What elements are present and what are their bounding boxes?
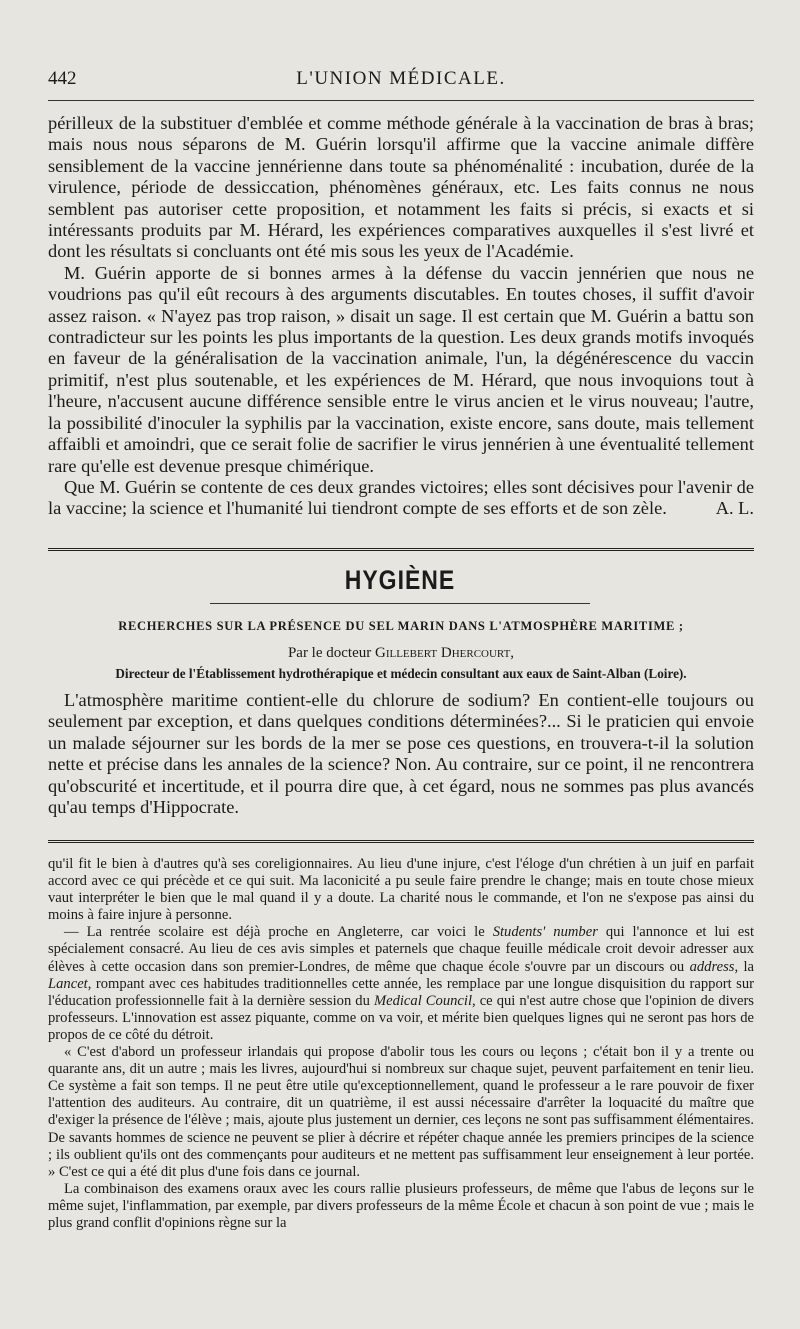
feuilleton-italic: Students' number xyxy=(492,924,598,941)
section-divider xyxy=(48,548,754,551)
feuilleton-text: , ce qui n'est autre chose que l'opinion de divers professeurs. L'innovation est assez piquante, comme on va voir, et mérite bien quelques lignes qui ne seront pas hors de propos de ce côté du détroit. xyxy=(48,992,754,1043)
journal-title: L'UNION MÉDICALE. xyxy=(296,68,506,89)
article-title: RECHERCHES SUR LA PRÉSENCE DU SEL MARIN DANS L'ATMOSPHÈRE MARITIME ; xyxy=(118,619,684,633)
page-number: 442 xyxy=(48,68,77,89)
feuilleton-text: , la xyxy=(734,958,754,975)
top-article-paragraph-text: Que M. Guérin se contente de ces deux grandes victoires; elles sont décisives pour l'avenir de la vaccine; la science et l'humanité lui tiendront compte de ses efforts et de son zèle. xyxy=(48,476,754,519)
article-body xyxy=(48,690,754,818)
feuilleton-paragraph: La combinaison des examens oraux avec les cours rallie plusieurs professeurs, de même que l'abus de leçons sur le même sujet, l'inflammation, par exemple, par divers professeurs de la même École et chacun à son point de vue ; mais le plus grand conflit d'opinions règne sur la xyxy=(48,1180,754,1231)
feuilleton-divider xyxy=(48,840,754,843)
feuilleton-text: , rompant avec ces habitudes traditionnelles cette année, les remplace par une longue disquisition du rapport sur l'éducation professionnelle fait à la dernière session du xyxy=(48,975,754,1009)
feuilleton-text: qui l'annonce et lui est spécialement consacré. Au lieu de ces avis simples et paternels que chaque feuille médicale croit devoir adresser aux élèves à cette occasion dans son premier-Londres, de même que chaque école s'ouvre par un discours ou xyxy=(48,924,755,975)
article-signature: A. L. xyxy=(715,498,754,519)
article-paragraph: L'atmosphère maritime contient-elle du chlorure de sodium? En contient-elle toujours ou seulement par exception, et dans quelques conditions déterminées?... Si le praticien qui envoie un malade séjourner sur les bords de la mer se pose ces questions, en trouvera-t-il la solution nette et précise dans les annales de la science? Non. Au contraire, sur ce point, il ne rencontrera qu'obscurité et incertitude, et il pourra dire que, à cet égard, nous ne sommes pas plus avancés qu'au temps d'Hippocrate. xyxy=(48,690,754,818)
feuilleton-paragraph: qu'il fit le bien à d'autres qu'à ses coreligionnaires. Au lieu d'une injure, c'est l'éloge d'un chrétien à un juif en parfait accord avec ce qui précède et ce qui suit. Ma laconicité a pu seule faire prendre le change; mais en toute chose mieux vaut interpréter le bien que le mal quand il y a doute. La charité nous le commande, et l'on ne s'expose pas ainsi du moins à faire injure à personne. xyxy=(48,856,754,924)
top-article-paragraph: M. Guérin apporte de si bonnes armes à la défense du vaccin jennérien que nous ne voudrions pas qu'il eût recours à des arguments discutables. En toutes choses, il suffit d'avoir assez raison. « N'ayez pas trop raison, » disait un sage. Il est certain que M. Guérin a battu son contradicteur sur les points les plus importants de la question. Les deux grands motifs invoqués en faveur de la généralisation de la vaccination animale, l'un, la dégénérescence du vaccin primitif, n'est plus soutenable, et les expériences de M. Hérard, que nous invoquions tout à l'heure, n'accusent aucune différence sensible entre le virus ancien et le virus nouveau; l'autre, la possibilité d'inoculer la syphilis par la vaccination, existe encore, sans doute, mais tellement affaibli et amoindri, que ce serait folie de sacrifier le virus jennérien à une éventualité tellement rare qu'elle est devenue presque chimérique. xyxy=(48,262,754,476)
title-rule xyxy=(210,603,590,604)
top-article xyxy=(48,113,754,520)
author-name: Gillebert Dhercourt, xyxy=(375,645,515,661)
top-article-paragraph: périlleux de la substituer d'emblée et comme méthode générale à la vaccination de bras à bras; mais nous nous séparons de M. Guérin lorsqu'il affirme que la vaccine animale diffère sensiblement de la vaccine jennérienne dans toute sa phénoménalité : incubation, durée de la virulence, période de dessiccation, phénomènes généraux, etc. Les faits connus ne nous semblent pas autoriser cette proposition, et notamment les faits si précis, si exacts et si intéressants produits par M. Hérard, les expériences comparatives auxquelles il s'est livré et dont les résultats si concluants ont été mis sous les yeux de l'Académie. xyxy=(48,113,754,262)
feuilleton-italic: Medical Council xyxy=(373,992,473,1009)
page-header xyxy=(48,68,754,92)
article-author xyxy=(48,645,754,662)
feuilleton-text: — La rentrée scolaire est déjà proche en Angleterre, car voici le xyxy=(64,924,493,941)
author-role: Directeur de l'Établissement hydrothérapique et médecin consultant aux eaux de Saint-Alban (Loire). xyxy=(115,666,687,681)
feuilleton-italic: address xyxy=(689,958,735,975)
author-prefix: Par le docteur xyxy=(287,645,372,661)
feuilleton-italic: Lancet xyxy=(48,975,88,992)
section-title: HYGIÈNE xyxy=(344,564,456,595)
top-article-paragraph xyxy=(48,477,754,520)
header-rule xyxy=(48,100,754,101)
feuilleton-paragraph: « C'est d'abord un professeur irlandais qui propose d'abolir tous les cours ou leçons ; c'était bon il y a trente ou quarante ans, dit un autre ; mais les livres, aujourd'hui si nombreux sur chaque sujet, peuvent parfaitement en tenir lieu. Ce système a fait son temps. Il ne peut être utile qu'exceptionnellement, quand le professeur a le rare pouvoir de fixer l'attention des auditeurs. Au contraire, dit un quatrième, il est aussi nécessaire d'arrêter la loquacité du maître que d'exiger la présence de l'élève ; mais, ajoute plus justement un dernier, ces leçons ne sont pas suffisamment élémentaires. De savants hommes de science ne peuvent se plier à décrire et répéter chaque année les premiers principes de la science ; ils oublient qu'ils ont des commençants pour auditeurs et ne mettent pas suffisamment leur enseignement à leur portée. » C'est ce qui a été dit plus d'une fois dans ce journal. xyxy=(48,1044,754,1180)
feuilleton-paragraph xyxy=(48,924,754,1044)
feuilleton xyxy=(48,856,754,1232)
